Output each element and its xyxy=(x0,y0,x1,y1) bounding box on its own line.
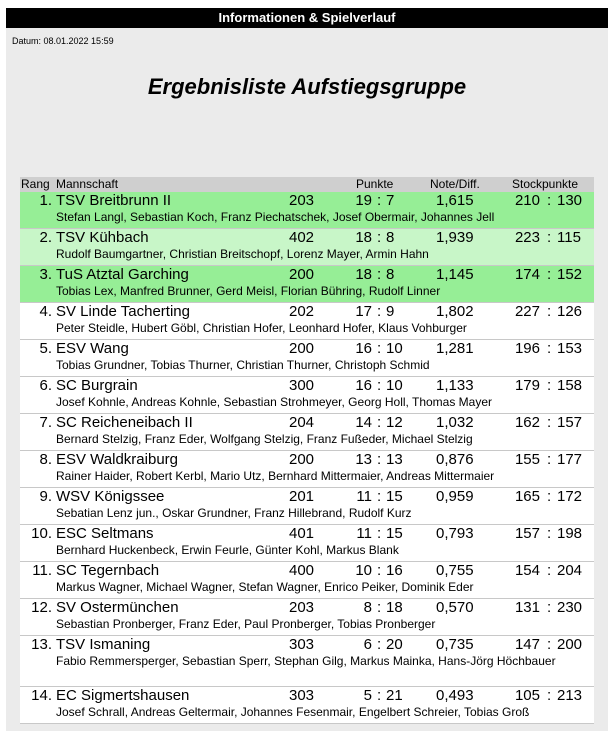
table-row xyxy=(20,266,594,303)
team-cell: SC Reicheneibach II xyxy=(56,414,193,431)
note-cell: 0,755 xyxy=(436,562,474,579)
note-cell: 1,939 xyxy=(436,229,474,246)
players-line: Josef Kohnle, Andreas Kohnle, Sebastian Strohmeyer, Georg Holl, Thomas Mayer xyxy=(56,395,493,409)
table-header xyxy=(20,177,594,192)
points-lost-cell: 16 xyxy=(386,562,403,579)
points-separator: : xyxy=(377,636,382,653)
note-cell: 1,032 xyxy=(436,414,474,431)
date-stamp: Datum: 08.01.2022 15:59 xyxy=(12,36,114,46)
rank-cell: 12. xyxy=(31,599,52,616)
rank-cell: 13. xyxy=(31,636,52,653)
points-won-cell: 8 xyxy=(363,599,372,616)
team-number-cell: 303 xyxy=(289,687,315,704)
players-line: Stefan Langl, Sebastian Koch, Franz Piechatschek, Josef Obermair, Johannes Jell xyxy=(56,210,495,224)
points-won-cell: 16 xyxy=(355,340,372,357)
note-cell: 0,876 xyxy=(436,451,474,468)
stock-separator: : xyxy=(547,192,552,209)
table-row xyxy=(20,488,594,525)
points-won-cell: 6 xyxy=(363,636,372,653)
team-number-cell: 303 xyxy=(289,636,315,653)
table-row xyxy=(20,192,594,229)
team-cell: WSV Königssee xyxy=(56,488,165,505)
stock-against-cell: 177 xyxy=(557,451,583,468)
note-cell: 0,570 xyxy=(436,599,474,616)
players-line: Sebastian Pronberger, Franz Eder, Paul Pronberger, Tobias Pronberger xyxy=(56,617,436,631)
points-won-cell: 18 xyxy=(355,266,372,283)
stock-for-cell: 196 xyxy=(514,340,540,357)
stock-against-cell: 153 xyxy=(557,340,583,357)
team-cell: TSV Kühbach xyxy=(56,229,149,246)
table-row xyxy=(20,525,594,562)
points-lost-cell: 21 xyxy=(386,687,403,704)
points-separator: : xyxy=(377,266,382,283)
header-rang: Rang xyxy=(21,177,50,191)
players-line: Tobias Lex, Manfred Brunner, Gerd Meisl, Florian Bühring, Rudolf Linner xyxy=(56,284,441,298)
header-stockpunkte: Stockpunkte xyxy=(512,177,579,191)
points-lost-cell: 13 xyxy=(386,451,403,468)
rank-cell: 11. xyxy=(32,562,52,579)
points-separator: : xyxy=(377,525,382,542)
stock-for-cell: 154 xyxy=(514,562,540,579)
rank-cell: 9. xyxy=(39,488,52,505)
stock-separator: : xyxy=(547,451,552,468)
points-won-cell: 10 xyxy=(355,562,372,579)
rank-cell: 10. xyxy=(31,525,52,542)
header-mannschaft: Mannschaft xyxy=(56,177,119,191)
stock-for-cell: 165 xyxy=(514,488,540,505)
stock-against-cell: 172 xyxy=(557,488,583,505)
stock-separator: : xyxy=(547,687,552,704)
team-number-cell: 400 xyxy=(289,562,315,579)
team-cell: SV Ostermünchen xyxy=(56,599,179,616)
points-lost-cell: 8 xyxy=(386,229,395,246)
stock-for-cell: 157 xyxy=(514,525,540,542)
team-number-cell: 202 xyxy=(289,303,315,320)
team-cell: ESV Wang xyxy=(56,340,129,357)
stock-separator: : xyxy=(547,525,552,542)
points-lost-cell: 9 xyxy=(386,303,395,320)
table-row xyxy=(20,414,594,451)
points-separator: : xyxy=(377,229,382,246)
rank-cell: 2. xyxy=(39,229,52,246)
stock-against-cell: 230 xyxy=(557,599,583,616)
rank-cell: 4. xyxy=(39,303,52,320)
note-cell: 1,281 xyxy=(436,340,474,357)
points-separator: : xyxy=(377,599,382,616)
table-row xyxy=(20,599,594,636)
table-row xyxy=(20,377,594,414)
players-line: Rudolf Baumgartner, Christian Breitschopf, Lorenz Mayer, Armin Hahn xyxy=(56,247,429,261)
points-lost-cell: 8 xyxy=(386,266,395,283)
points-won-cell: 19 xyxy=(355,192,372,209)
note-cell: 1,802 xyxy=(436,303,474,320)
team-cell: EC Sigmertshausen xyxy=(56,687,190,704)
points-separator: : xyxy=(377,377,382,394)
table-row xyxy=(20,636,594,687)
stock-separator: : xyxy=(547,414,552,431)
rank-cell: 3. xyxy=(39,266,52,283)
stock-separator: : xyxy=(547,229,552,246)
players-line: Sebatian Lenz jun., Oskar Grundner, Franz Hillebrand, Rudolf Kurz xyxy=(56,506,412,520)
stock-for-cell: 131 xyxy=(514,599,540,616)
points-separator: : xyxy=(377,687,382,704)
points-lost-cell: 18 xyxy=(386,599,403,616)
players-line: Rainer Haider, Robert Kerbl, Mario Utz, Bernhard Mittermaier, Andreas Mittermaier xyxy=(56,469,495,483)
team-cell: ESC Seltmans xyxy=(56,525,154,542)
stock-against-cell: 158 xyxy=(557,377,583,394)
points-separator: : xyxy=(377,414,382,431)
title-bar: Informationen & Spielverlauf xyxy=(6,8,608,28)
rank-cell: 5. xyxy=(39,340,52,357)
team-number-cell: 200 xyxy=(289,266,315,283)
table-row xyxy=(20,451,594,488)
points-won-cell: 11 xyxy=(356,525,372,542)
players-line: Tobias Grundner, Tobias Thurner, Christian Thurner, Christoph Schmid xyxy=(56,358,430,372)
points-won-cell: 18 xyxy=(355,229,372,246)
stock-separator: : xyxy=(547,340,552,357)
team-cell: SV Linde Tacherting xyxy=(56,303,190,320)
points-lost-cell: 7 xyxy=(386,192,395,209)
stock-separator: : xyxy=(547,562,552,579)
points-lost-cell: 10 xyxy=(386,340,403,357)
stock-separator: : xyxy=(547,636,552,653)
stock-for-cell: 155 xyxy=(514,451,540,468)
points-lost-cell: 10 xyxy=(386,377,403,394)
points-separator: : xyxy=(377,192,382,209)
team-number-cell: 203 xyxy=(289,599,315,616)
stock-for-cell: 147 xyxy=(514,636,540,653)
points-lost-cell: 15 xyxy=(386,488,403,505)
stock-against-cell: 157 xyxy=(557,414,583,431)
note-cell: 1,133 xyxy=(436,377,474,394)
stock-against-cell: 115 xyxy=(557,229,581,246)
rank-cell: 6. xyxy=(39,377,52,394)
stock-separator: : xyxy=(547,377,552,394)
points-lost-cell: 20 xyxy=(386,636,403,653)
stock-for-cell: 227 xyxy=(514,303,540,320)
stock-against-cell: 130 xyxy=(557,192,583,209)
table-row xyxy=(20,229,594,266)
rank-cell: 7. xyxy=(39,414,52,431)
team-cell: TSV Ismaning xyxy=(56,636,151,653)
stock-for-cell: 105 xyxy=(514,687,540,704)
note-cell: 0,959 xyxy=(436,488,474,505)
table-row xyxy=(20,562,594,599)
note-cell: 1,145 xyxy=(436,266,474,283)
points-separator: : xyxy=(377,303,382,320)
players-line: Peter Steidle, Hubert Göbl, Christian Hofer, Leonhard Hofer, Klaus Vohburger xyxy=(56,321,467,335)
stock-against-cell: 204 xyxy=(557,562,583,579)
points-lost-cell: 12 xyxy=(386,414,403,431)
stock-against-cell: 213 xyxy=(557,687,583,704)
points-separator: : xyxy=(377,488,382,505)
points-separator: : xyxy=(377,451,382,468)
table-body xyxy=(20,192,594,724)
stock-for-cell: 174 xyxy=(514,266,540,283)
team-cell: TSV Breitbrunn II xyxy=(56,192,172,209)
stock-separator: : xyxy=(547,488,552,505)
team-number-cell: 300 xyxy=(289,377,315,394)
stock-against-cell: 200 xyxy=(557,636,583,653)
points-won-cell: 17 xyxy=(355,303,372,320)
header-note: Note/Diff. xyxy=(430,177,480,191)
team-cell: SC Burgrain xyxy=(56,377,138,394)
team-number-cell: 201 xyxy=(289,488,315,505)
stock-separator: : xyxy=(547,303,552,320)
team-number-cell: 203 xyxy=(289,192,315,209)
note-cell: 0,493 xyxy=(436,687,474,704)
stock-for-cell: 223 xyxy=(514,229,540,246)
team-number-cell: 402 xyxy=(289,229,315,246)
stock-against-cell: 152 xyxy=(557,266,583,283)
points-won-cell: 14 xyxy=(355,414,372,431)
team-cell: SC Tegernbach xyxy=(56,562,160,579)
table-row xyxy=(20,303,594,340)
points-won-cell: 16 xyxy=(355,377,372,394)
players-line: Bernard Stelzig, Franz Eder, Wolfgang Stelzig, Franz Fußeder, Michael Stelzig xyxy=(56,432,473,446)
players-line: Bernhard Huckenbeck, Erwin Feurle, Günter Kohl, Markus Blank xyxy=(56,543,399,557)
table-row xyxy=(20,687,594,724)
stock-for-cell: 210 xyxy=(514,192,540,209)
stock-separator: : xyxy=(547,266,552,283)
players-line: Markus Wagner, Michael Wagner, Stefan Wagner, Enrico Peiker, Dominik Eder xyxy=(56,580,474,594)
table-row xyxy=(20,340,594,377)
points-lost-cell: 15 xyxy=(386,525,403,542)
rank-cell: 1. xyxy=(39,192,52,209)
note-cell: 0,793 xyxy=(436,525,474,542)
note-cell: 1,615 xyxy=(436,192,474,209)
team-cell: ESV Waldkraiburg xyxy=(56,451,178,468)
stock-for-cell: 162 xyxy=(514,414,540,431)
stock-against-cell: 198 xyxy=(557,525,583,542)
results-table xyxy=(20,177,594,724)
points-separator: : xyxy=(377,562,382,579)
rank-cell: 14. xyxy=(31,687,52,704)
team-number-cell: 200 xyxy=(289,451,315,468)
stock-against-cell: 126 xyxy=(557,303,583,320)
team-number-cell: 204 xyxy=(289,414,315,431)
team-number-cell: 401 xyxy=(289,525,315,542)
team-cell: TuS Atztal Garching xyxy=(56,266,189,283)
rank-cell: 8. xyxy=(39,451,52,468)
players-line: Fabio Remmersperger, Sebastian Sperr, Stephan Gilg, Markus Mainka, Hans-Jörg Höchbauer xyxy=(56,654,556,668)
team-number-cell: 200 xyxy=(289,340,315,357)
points-won-cell: 11 xyxy=(356,488,372,505)
stock-separator: : xyxy=(547,599,552,616)
page-title: Ergebnisliste Aufstiegsgruppe xyxy=(147,74,467,99)
points-won-cell: 5 xyxy=(363,687,372,704)
note-cell: 0,735 xyxy=(436,636,474,653)
points-separator: : xyxy=(377,340,382,357)
stock-for-cell: 179 xyxy=(514,377,540,394)
players-line: Josef Schrall, Andreas Geltermair, Johannes Fesenmair, Engelbert Schreier, Tobias Groß xyxy=(56,705,530,719)
header-punkte: Punkte xyxy=(356,177,394,191)
points-won-cell: 13 xyxy=(355,451,372,468)
